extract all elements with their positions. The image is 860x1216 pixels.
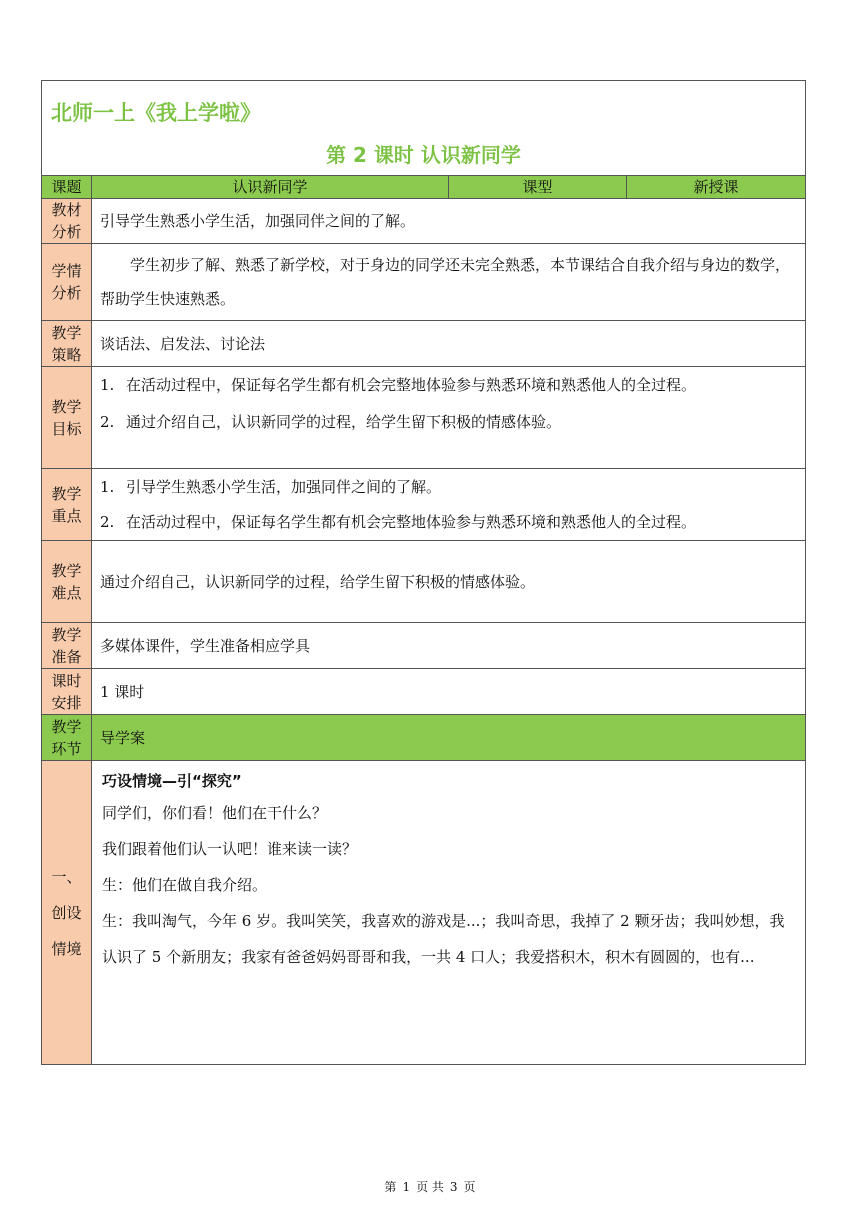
learner-label-line1: 学情: [51, 262, 82, 280]
section-one-label-line1: 一、: [51, 867, 82, 886]
title-cell: [42, 81, 806, 176]
stage-label-line2: 环节: [51, 739, 82, 758]
analysis-label-line1: 教材: [51, 201, 82, 219]
section-one-content: [92, 761, 806, 1065]
key-item-text: 引导学生熟悉小学生活，加强同伴之间的了解。: [126, 478, 442, 496]
type-label: 课型: [449, 176, 627, 199]
lesson-plan-sheet: [41, 80, 805, 1065]
difficulty-text: 通过介绍自己，认识新同学的过程，给学生留下积极的情感体验。: [92, 541, 806, 623]
goals-item: 1. 在活动过程中，保证每名学生都有机会完整地体验参与熟悉环境和熟悉他人的全过程。: [100, 376, 697, 394]
learner-text: 学生初步了解、熟悉了新学校，对于身边的同学还未完全熟悉，本节课结合自我介绍与身边的数学，帮助学生快速熟悉。: [92, 244, 806, 321]
footer-suffix: 页: [463, 1180, 476, 1194]
footer-page-total: 3: [449, 1180, 458, 1194]
schedule-label-line1: 课时: [51, 671, 82, 690]
prep-label-line1: 教学: [51, 625, 82, 644]
stage-label-line1: 教学: [51, 717, 82, 736]
analysis-text: 引导学生熟悉小学生活，加强同伴之间的了解。: [92, 199, 806, 244]
schedule-label-line2: 安排: [51, 693, 82, 712]
footer-prefix: 第: [384, 1180, 397, 1194]
goals-label-line2: 目标: [51, 419, 82, 438]
key-list: [92, 469, 806, 541]
learner-label: [42, 244, 92, 321]
footer-mid: 页 共: [416, 1180, 444, 1194]
topic-label: 课题: [42, 176, 92, 199]
strategy-text: 谈话法、启发法、讨论法: [92, 321, 806, 367]
key-label-line2: 重点: [51, 506, 82, 525]
strategy-label-line2: 策略: [51, 345, 82, 364]
difficulty-label-line1: 教学: [51, 561, 82, 580]
goals-item-text: 在活动过程中，保证每名学生都有机会完整地体验参与熟悉环境和熟悉他人的全过程。: [126, 376, 697, 394]
topic-value: 认识新同学: [92, 176, 449, 199]
page-title: 北师一上《我上学啦》: [51, 101, 261, 125]
section-one-label-line2: 创设: [51, 903, 82, 922]
section-one-line: 生：我叫淘气，今年 6 岁。我叫笑笑，我喜欢的游戏是...；我叫奇思，我掉了 2 颗牙齿；我叫妙想，我认识了 5 个新朋友；我家有爸爸妈妈哥哥和我，一共 4 口人；我爱搭积木，积木有圆圆的，也有...: [102, 912, 785, 966]
difficulty-label: [42, 541, 92, 623]
section-one-label-line3: 情境: [51, 939, 82, 958]
stage-text: 导学案: [92, 715, 806, 761]
section-one-line: 生：他们在做自我介绍。: [102, 876, 268, 894]
page-subtitle: 第 2 课时 认识新同学: [326, 143, 521, 167]
key-item: 2. 在活动过程中，保证每名学生都有机会完整地体验参与熟悉环境和熟悉他人的全过程。: [100, 513, 697, 531]
prep-text: 多媒体课件，学生准备相应学具: [92, 623, 806, 669]
key-item-text: 在活动过程中，保证每名学生都有机会完整地体验参与熟悉环境和熟悉他人的全过程。: [126, 513, 697, 531]
footer-page-number: 1: [402, 1180, 411, 1194]
page-footer: [0, 1178, 860, 1195]
strategy-label: [42, 321, 92, 367]
learner-label-line2: 分析: [51, 284, 82, 302]
key-label: [42, 469, 92, 541]
goals-label-line1: 教学: [51, 397, 82, 416]
section-one-line: 我们跟着他们认一认吧！谁来读一读？: [102, 840, 358, 858]
prep-label-line2: 准备: [51, 647, 82, 666]
key-label-line1: 教学: [51, 484, 82, 503]
goals-item: 2. 通过介绍自己，认识新同学的过程，给学生留下积极的情感体验。: [100, 413, 562, 431]
stage-label: [42, 715, 92, 761]
section-one-heading: 巧设情境—引“探究”: [102, 772, 242, 790]
type-value: 新授课: [627, 176, 806, 199]
schedule-text: 1 课时: [92, 669, 806, 715]
goals-list: [92, 367, 806, 469]
goals-label: [42, 367, 92, 469]
analysis-label: [42, 199, 92, 244]
section-one-line: 同学们，你们看！他们在干什么？: [102, 804, 328, 822]
difficulty-label-line2: 难点: [51, 583, 82, 602]
key-item: 1. 引导学生熟悉小学生活，加强同伴之间的了解。: [100, 478, 442, 496]
lesson-plan-table: [41, 80, 806, 1065]
goals-item-text: 通过介绍自己，认识新同学的过程，给学生留下积极的情感体验。: [126, 413, 562, 431]
section-one-label: [42, 761, 92, 1065]
prep-label: [42, 623, 92, 669]
strategy-label-line1: 教学: [51, 323, 82, 342]
analysis-label-line2: 分析: [51, 223, 82, 241]
schedule-label: [42, 669, 92, 715]
